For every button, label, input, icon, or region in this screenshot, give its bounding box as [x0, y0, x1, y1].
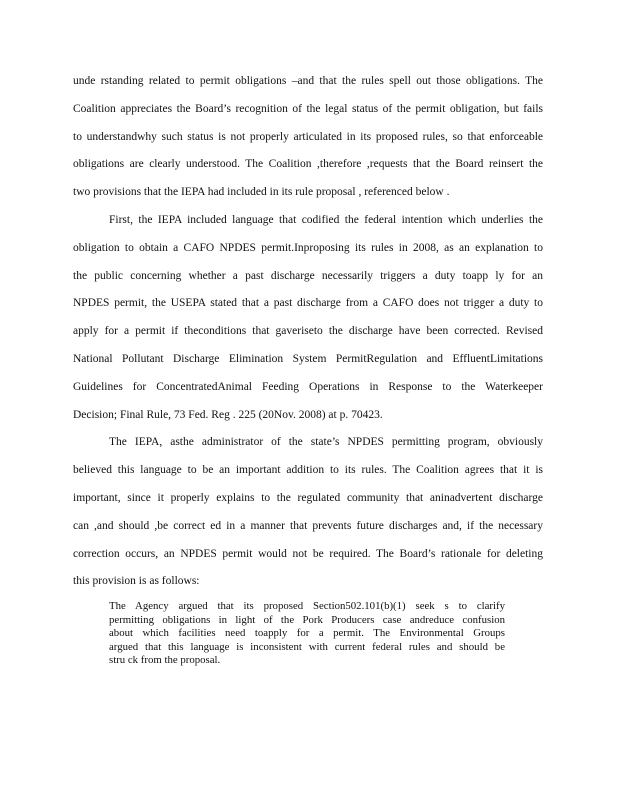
text-line: important, since it properly explains to the regulated community that aninadvertent discharge: [73, 491, 543, 504]
text-line: two provisions that the IEPA had included in its rule proposal , referenced below .: [73, 186, 450, 199]
text-line: unde rstanding related to permit obligations –and that the rules spell out those obligations. The: [73, 75, 543, 87]
text-line: can ,and should ,be correct ed in a manner that prevents future discharges and, if the necessary: [73, 519, 543, 532]
text-line: Decision; Final Rule, 73 Fed. Reg . 225 (20Nov. 2008) at p. 70423.: [73, 408, 383, 421]
text-line: to understandwhy such status is not properly articulated in its proposed rules, so that enforceable: [73, 130, 543, 143]
body-text: [73, 68, 543, 596]
text-line: NPDES permit, the USEPA stated that a past discharge from a CAFO does not trigger a duty to: [73, 297, 543, 310]
text-line: The IEPA, asthe administrator of the state’s NPDES permitting program, obviously: [109, 436, 543, 449]
quote-line: about which facilities need toapply for a permit. The Environmental Groups: [109, 627, 505, 640]
text-line: First, the IEPA included language that codified the federal intention which underlies the: [109, 213, 543, 226]
text-line: this provision is as follows:: [73, 575, 200, 588]
paragraph-1: [73, 68, 543, 207]
quote-line: argued that this language is inconsistent with current federal rules and should be: [109, 640, 505, 653]
block-quote: [109, 600, 505, 668]
text-line: National Pollutant Discharge Elimination System PermitRegulation and EffluentLimitations: [73, 352, 543, 365]
paragraph-3: [73, 429, 543, 596]
text-line: the public concerning whether a past discharge necessarily triggers a duty toapp ly for an: [73, 269, 543, 282]
text-line: obligations are clearly understood. The Coalition ,therefore ,requests that the Board reinsert the: [73, 158, 543, 171]
text-line: believed this language to be an important addition to its rules. The Coalition agrees that it is: [73, 464, 543, 477]
text-line: apply for a permit if theconditions that gaveriseto the discharge have been corrected. Revised: [73, 325, 543, 338]
text-line: Guidelines for ConcentratedAnimal Feeding Operations in Response to the Waterkeeper: [73, 380, 543, 393]
quote-line: permitting obligations in light of the Pork Producers case andreduce confusion: [109, 613, 505, 626]
quote-line: The Agency argued that its proposed Section502.101(b)(1) seek s to clarify: [109, 600, 505, 612]
text-line: correction occurs, an NPDES permit would not be required. The Board’s rationale for deleting: [73, 547, 543, 560]
paragraph-2: [73, 207, 543, 429]
quote-line: stru ck from the proposal.: [109, 654, 221, 667]
text-line: obligation to obtain a CAFO NPDES permit.Inproposing its rules in 2008, as an explanation to: [73, 241, 543, 254]
text-line: Coalition appreciates the Board’s recognition of the legal status of the permit obligation, but fails: [73, 102, 543, 115]
